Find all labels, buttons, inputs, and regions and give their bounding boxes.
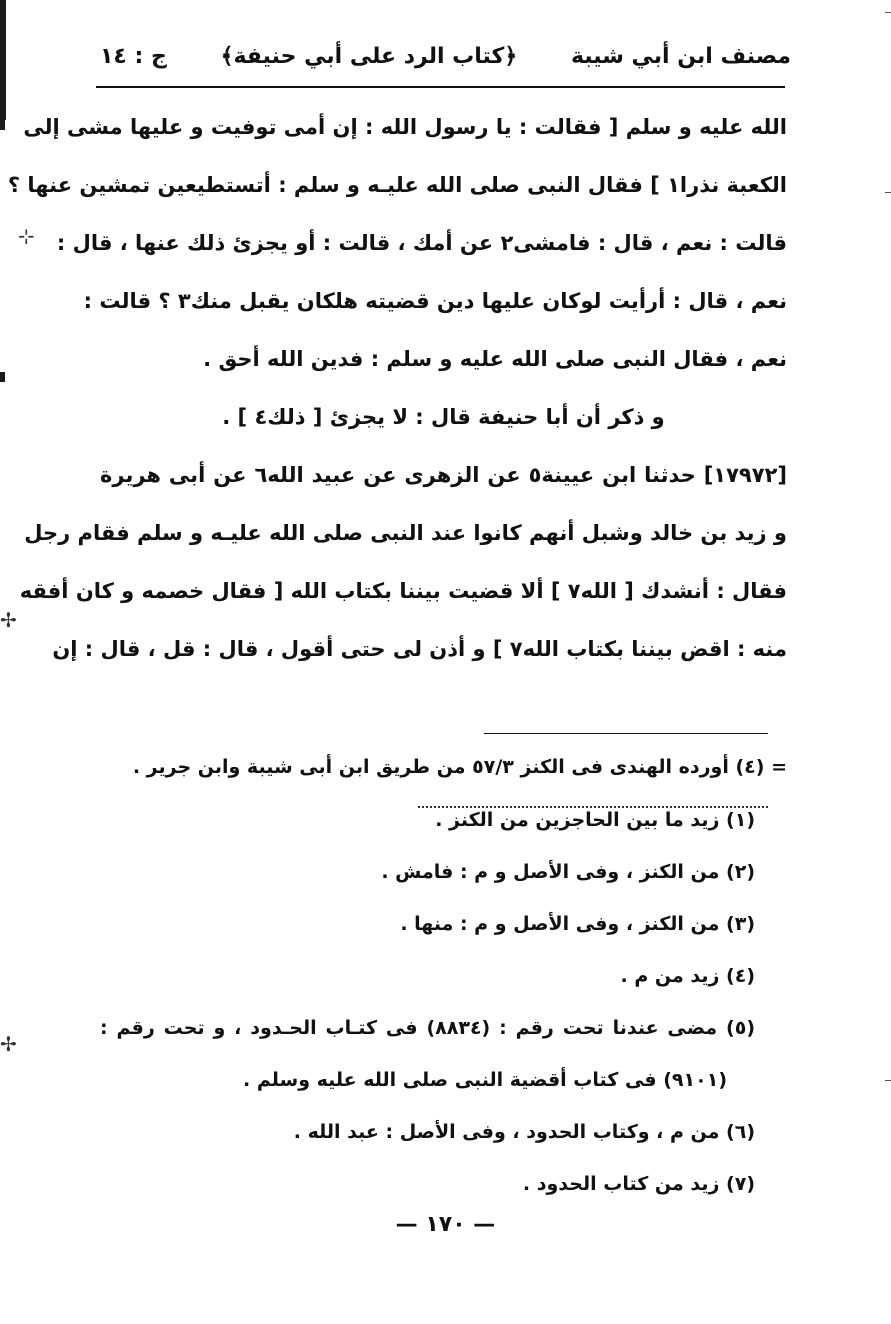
header-rule bbox=[96, 86, 785, 88]
text-line: الله عليه و سلم [ فقالت : يا رسول الله : إن أمى توفيت و عليها مشى إلى bbox=[23, 115, 787, 139]
footnote-item: (٢) من الكنز ، وفى الأصل و م : فامش . bbox=[381, 861, 755, 883]
margin-star-icon: ✢ bbox=[0, 1032, 17, 1056]
footnote-item: (٦) من م ، وكتاب الحدود ، وفى الأصل : عبد الله . bbox=[293, 1121, 755, 1143]
footnote-rule bbox=[484, 733, 768, 734]
footnote-continuation: = (٤) أورده الهندى فى الكنز ٥٧/٣ من طريق ابن أبى شيبة وابن جرير . bbox=[132, 756, 787, 778]
text-line: و زيد بن خالد وشبل أنهم كانوا عند النبى صلى الله عليـه و سلم فقام رجل bbox=[24, 521, 787, 545]
margin-tick bbox=[885, 1080, 891, 1081]
footnote-item: (٧) زيد من كتاب الحدود . bbox=[522, 1173, 755, 1195]
footnote-item: (٣) من الكنز ، وفى الأصل و م : منها . bbox=[400, 913, 755, 935]
text-line: قالت : نعم ، قال : فامشى٢ عن أمك ، قالت : أو يجزئ ذلك عنها ، قال : bbox=[56, 231, 787, 255]
page-number: — ١٧٠ — bbox=[395, 1212, 496, 1237]
margin-star-icon: ✢ bbox=[0, 608, 17, 632]
text-line: و ذكر أن أبا حنيفة قال : لا يجزئ [ ذلك٤ ] . bbox=[222, 405, 665, 429]
margin-binding-mark bbox=[0, 0, 6, 120]
margin-tick bbox=[885, 192, 891, 193]
main-text bbox=[7, 98, 787, 446]
text-line: فقال : أنشدك [ الله٧ ] ألا قضيت بيننا بكتاب الله [ فقال خصمه و كان أفقه bbox=[19, 579, 787, 603]
header-volume: ج : ١٤ bbox=[100, 43, 167, 69]
text-line: الكعبة نذرا١ ] فقال النبى صلى الله عليـه و سلم : أتستطيعين تمشين عنها ؟ bbox=[7, 173, 787, 197]
running-header bbox=[100, 32, 791, 80]
margin-dot bbox=[0, 120, 5, 130]
margin-star-icon: ⊹ bbox=[18, 224, 35, 248]
margin-dot bbox=[0, 372, 5, 382]
footnote-item: (٤) زيد من م . bbox=[620, 965, 755, 987]
footnotes bbox=[100, 740, 787, 1210]
text-line: نعم ، قال : أرأيت لوكان عليها دين قضيته هلكان يقبل منك٣ ؟ قالت : bbox=[83, 289, 787, 313]
text-line: نعم ، فقال النبى صلى الله عليه و سلم : فدين الله أحق . bbox=[203, 347, 787, 371]
footnote-item: (١) زيد ما بين الحاجزين من الكنز . bbox=[435, 809, 755, 831]
header-book-title: مصنف ابن أبي شيبة bbox=[570, 43, 791, 69]
hadith-text bbox=[19, 446, 787, 678]
text-line: [١٧٩٧٢] حدثنا ابن عيينة٥ عن الزهرى عن عبيد الله٦ عن أبى هريرة bbox=[100, 463, 787, 487]
header-chapter-title: ﴿كتاب الرد على أبي حنيفة﴾ bbox=[220, 43, 518, 69]
text-line: منه : اقض بيننا بكتاب الله٧ ] و أذن لى حتى أقول ، قال : قل ، قال : إن bbox=[52, 637, 787, 661]
margin-tick bbox=[885, 12, 891, 13]
footnote-item: (٥) مضى عندنا تحت رقم : (٨٨٣٤) فى كتـاب الحـدود ، و تحت رقم : bbox=[100, 1017, 756, 1039]
footnote-item: (٩١٠١) فى كتاب أقضية النبى صلى الله عليه وسلم . bbox=[243, 1069, 727, 1091]
